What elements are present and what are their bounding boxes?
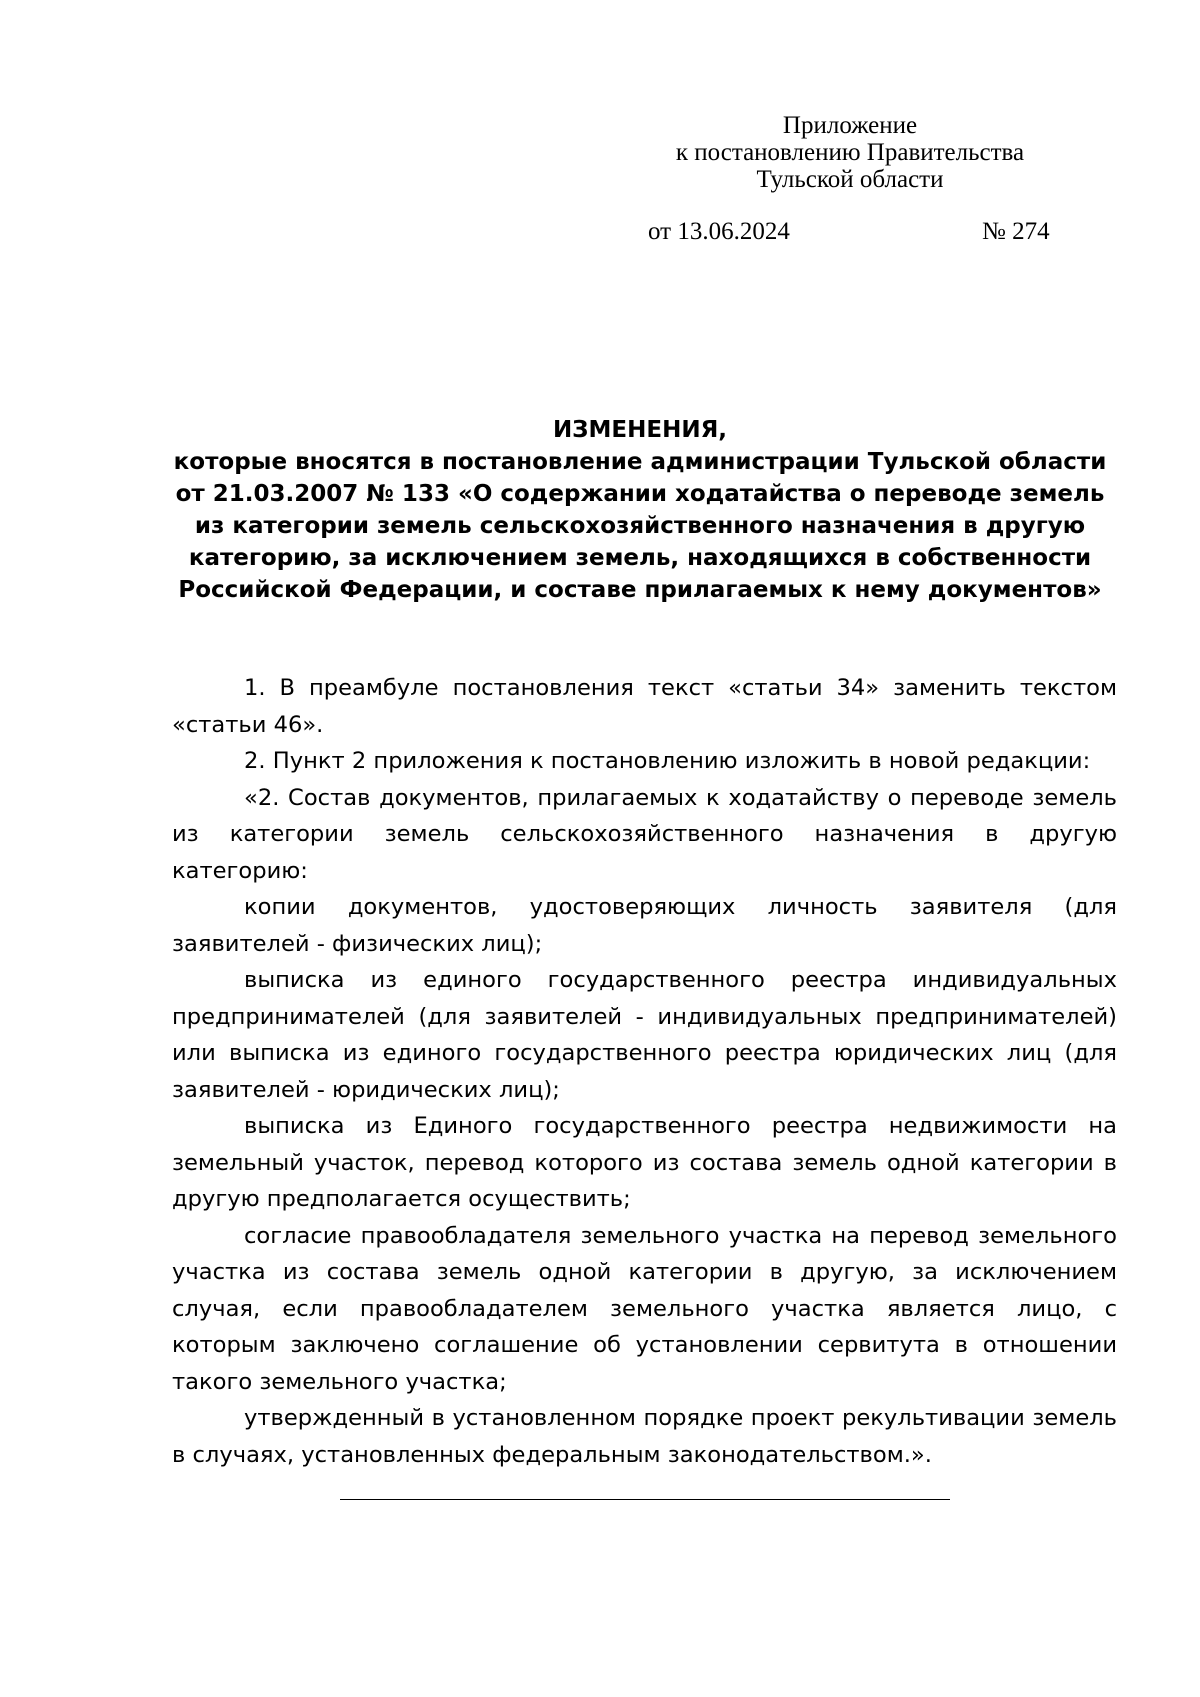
- paragraph-2: 2. Пункт 2 приложения к постановлению изложить в новой редакции:: [244, 748, 1091, 774]
- decree-number: № 274: [982, 218, 1050, 245]
- title-line-2: от 21.03.2007 № 133 «О содержании ходатайства о переводе земель: [175, 481, 1105, 507]
- appendix-line-3: Тульской области: [756, 166, 944, 193]
- document-title: [160, 414, 1120, 606]
- paragraph-7: согласие правообладателя земельного участка на перевод земельного участка из состава земель одной категории в другую, за исключением случая, если правообладателем земельного участка является лицо, с которым заключено соглашение об установлении сервитута в отношении такого земельного участка;: [172, 1222, 1117, 1395]
- paragraph-6: выписка из Единого государственного реестра недвижимости на земельный участок, перевод которого из состава земель одной категории в другую предполагается осуществить;: [172, 1113, 1117, 1212]
- paragraph-3: «2. Состав документов, прилагаемых к ходатайству о переводе земель из категории земель сельскохозяйственного назначения в другую категорию:: [172, 784, 1117, 884]
- decree-date: от 13.06.2024: [648, 218, 790, 245]
- appendix-line-1: Приложение: [782, 112, 918, 139]
- title-line-3: из категории земель сельскохозяйственного назначения в другую: [194, 513, 1086, 539]
- appendix-line-2: к постановлению Правительства: [675, 139, 1025, 166]
- title-heading: ИЗМЕНЕНИЯ,: [552, 417, 728, 443]
- appendix-block: [600, 112, 1100, 193]
- document-body: [172, 670, 1117, 1473]
- paragraph-8: утвержденный в установленном порядке проект рекультивации земель в случаях, установленных федеральным законодательством.».: [172, 1405, 1117, 1468]
- paragraph-4: копии документов, удостоверяющих личность заявителя (для заявителей - физических лиц);: [172, 894, 1117, 957]
- paragraph-5: выписка из единого государственного реестра индивидуальных предпринимателей (для заявителей - индивидуальных предпринимателей) или выписка из единого государственного реестра юридических лиц (для заявителей - юридических лиц);: [172, 967, 1117, 1103]
- title-line-4: категорию, за исключением земель, находящихся в собственности: [188, 545, 1092, 571]
- title-line-5: Российской Федерации, и составе прилагаемых к нему документов»: [178, 577, 1102, 603]
- title-line-1: которые вносятся в постановление администрации Тульской области: [173, 449, 1107, 475]
- paragraph-1: 1. В преамбуле постановления текст «статьи 34» заменить текстом «статьи 46».: [172, 675, 1117, 738]
- closing-rule: [340, 1499, 950, 1500]
